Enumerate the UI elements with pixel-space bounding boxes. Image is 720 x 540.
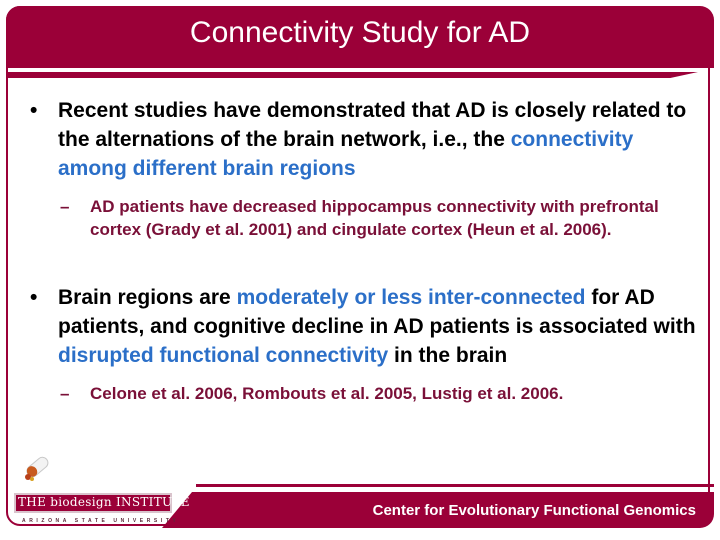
bullet-1-highlight: connectivity among different brain regions [58,128,634,180]
center-name: Center for Evolutionary Functional Genomics [372,502,696,519]
sub-bullet-1 [28,195,698,241]
bullet-2-text-a: Brain regions are [58,286,237,309]
slide-content [28,96,698,405]
bullet-1 [28,96,698,183]
bullet-2-highlight-b: disrupted functional connectivity [58,344,389,367]
bullet-2-text-b: for AD patients, and cognitive decline in AD patients is associated with [58,286,696,338]
bullet-marker: • [30,286,38,309]
bullet-2-highlight-a: moderately or less inter-connected [236,286,586,309]
biodesign-logo-text: THE biodesign INSTITUTE [18,495,190,509]
footer-divider [196,484,714,487]
sub-bullet-2-text: Celone et al. 2006, Rombouts et al. 2005, Lustig et al. 2006. [90,384,564,403]
bullet-2-text-c: in the brain [388,344,508,367]
slide-title: Connectivity Study for AD [189,16,531,49]
pill-capsule-icon [20,453,54,483]
bullet-2 [28,283,698,370]
bullet-marker: • [30,99,38,122]
sub-bullet-1-text: AD patients have decreased hippocampus connectivity with prefrontal cortex (Grady et al. 2001) and cingulate cortex (Heun et al. 2006). [90,197,659,239]
sub-bullet-marker: – [60,197,70,216]
sub-bullet-marker: – [60,384,70,403]
bullet-1-text: Recent studies have demonstrated that AD is closely related to the alternations of the brain network, i.e., the [58,99,687,151]
sub-bullet-2 [28,382,698,405]
asu-logo-text: ARIZONA STATE UNIVERSITY [22,518,180,524]
header-divider [6,72,698,78]
